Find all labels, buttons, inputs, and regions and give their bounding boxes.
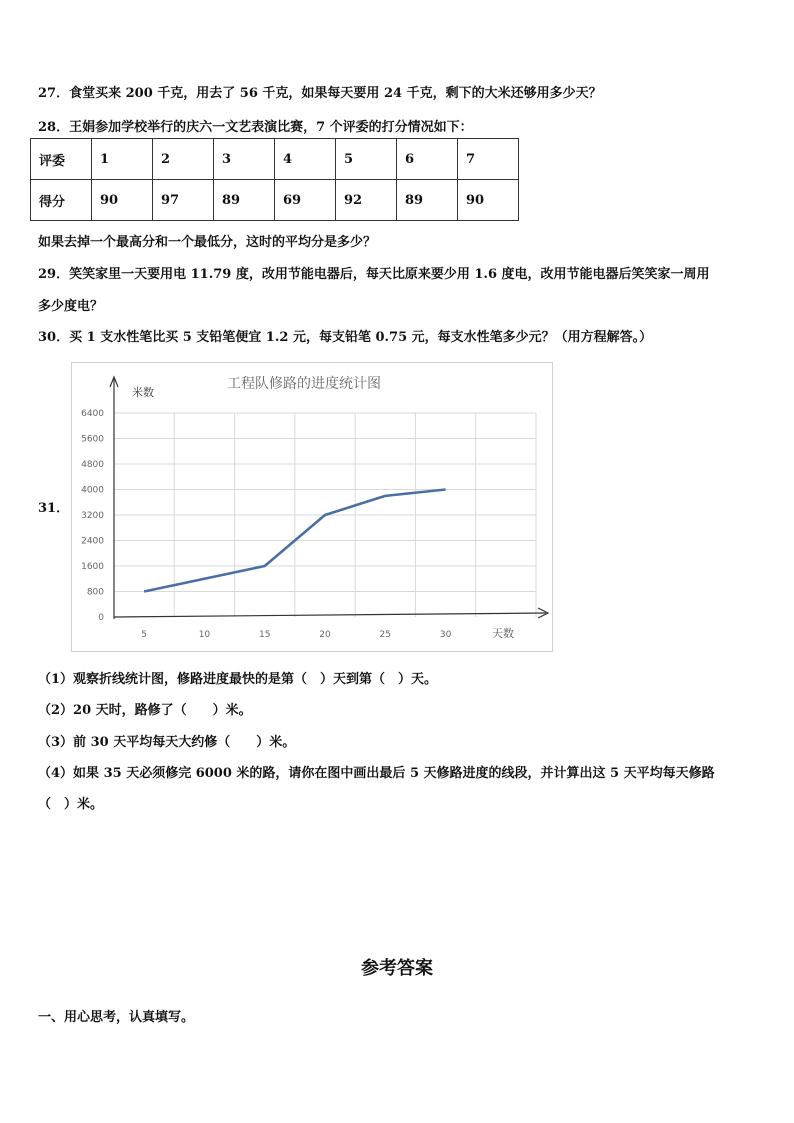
question-30: 30．买 1 支水性笔比买 5 支铅笔便宜 1.2 元，每支铅笔 0.75 元，每支水性笔多少元？（用方程解答。） — [38, 330, 653, 345]
table-cell: 评委 — [31, 139, 92, 180]
x-tick-label: 20 — [319, 630, 331, 640]
x-axis-label: 天数 — [492, 627, 514, 640]
score-table — [30, 138, 519, 221]
y-tick-label: 3200 — [81, 511, 104, 521]
sub-question-4-line1: （4）如果 35 天必须修完 6000 米的路，请你在图中画出最后 5 天修路进度的线段，并计算出这 5 天平均每天修路 — [38, 766, 715, 781]
y-tick-label: 800 — [86, 587, 104, 598]
question-28-followup: 如果去掉一个最高分和一个最低分，这时的平均分是多少？ — [38, 235, 377, 250]
y-tick-label: 5600 — [81, 434, 104, 445]
y-tick-label: 2400 — [81, 536, 104, 547]
table-cell: 7 — [458, 139, 519, 180]
table-row — [31, 139, 519, 180]
table-cell: 97 — [153, 180, 214, 221]
y-tick-label: 4000 — [81, 485, 104, 496]
table-cell: 89 — [397, 180, 458, 221]
table-cell: 4 — [275, 139, 336, 180]
y-tick-label: 4800 — [81, 460, 104, 470]
chart-title: 工程队修路的进度统计图 — [227, 376, 381, 392]
y-tick-label: 0 — [98, 613, 104, 623]
table-cell: 得分 — [31, 180, 92, 221]
table-cell: 2 — [153, 139, 214, 180]
table-cell: 89 — [214, 180, 275, 221]
answer-section-1: 一、用心思考，认真填写。 — [38, 1010, 195, 1025]
question-27: 27．食堂买来 200 千克，用去了 56 千克，如果每天要用 24 千克，剩下的大米还够用多少天？ — [38, 86, 602, 101]
question-29-line2: 多少度电？ — [38, 299, 104, 314]
y-tick-label: 1600 — [81, 562, 104, 572]
answer-heading: 参考答案 — [361, 958, 433, 979]
question-28: 28．王娟参加学校举行的庆六一文艺表演比赛，7 个评委的打分情况如下： — [38, 120, 473, 135]
progress-line-chart — [72, 363, 552, 651]
table-cell: 5 — [336, 139, 397, 180]
question-29-line1: 29．笑笑家里一天要用电 11.79 度，改用节能电器后，每天比原来要少用 1.6 度电，改用节能电器后笑笑家一周用 — [38, 267, 710, 282]
x-tick-label: 15 — [258, 630, 271, 640]
table-cell: 1 — [92, 139, 153, 180]
x-tick-label: 30 — [439, 630, 452, 640]
table-row — [31, 180, 519, 221]
sub-question-4-line2: （ ）米。 — [38, 797, 104, 812]
y-axis-label: 米数 — [132, 386, 154, 399]
table-cell: 69 — [275, 180, 336, 221]
x-tick-label: 25 — [379, 630, 392, 640]
sub-question-1: （1）观察折线统计图，修路进度最快的是第（ ）天到第（ ）天。 — [38, 672, 438, 687]
sub-question-2: （2）20 天时，路修了（ ）米。 — [38, 703, 252, 718]
question-31-number: 31． — [38, 501, 70, 516]
x-axis — [114, 613, 546, 617]
x-tick-label: 10 — [198, 630, 211, 640]
table-cell: 3 — [214, 139, 275, 180]
table-cell: 90 — [92, 180, 153, 221]
table-cell: 6 — [397, 139, 458, 180]
table-cell: 90 — [458, 180, 519, 221]
table-cell: 92 — [336, 180, 397, 221]
sub-question-3: （3）前 30 天平均每天大约修（ ）米。 — [38, 735, 296, 750]
x-tick-label: 5 — [141, 630, 148, 640]
chart-frame — [71, 362, 553, 652]
y-tick-label: 6400 — [81, 409, 104, 419]
